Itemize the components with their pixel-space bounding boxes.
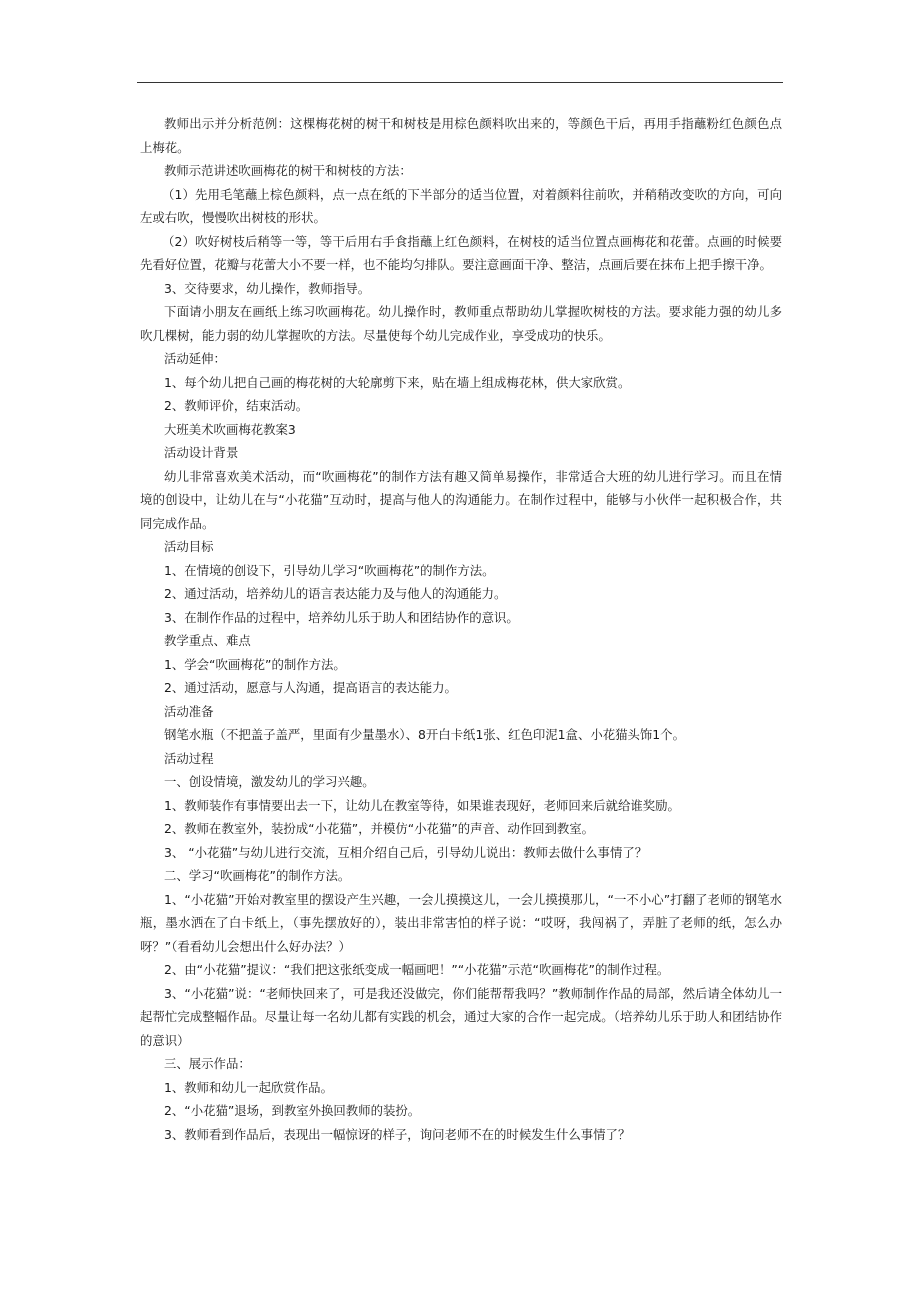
paragraph: 幼儿非常喜欢美术活动，而“吹画梅花”的制作方法有趣又简单易操作，非常适合大班的幼儿进行学习。而且在情境的创设中，让幼儿在与“小花猫”互动时，提高与他人的沟通能力。在制作过程中，能够与小伙伴一起积极合作，共同完成作品。 xyxy=(140,468,782,531)
paragraph: 活动设计背景 xyxy=(164,445,239,460)
paragraph: 1、教师和幼儿一起欣赏作品。 xyxy=(164,1079,333,1095)
paragraph: 1、在情境的创设下，引导幼儿学习“吹画梅花”的制作方法。 xyxy=(164,562,495,578)
header-rule xyxy=(137,82,783,83)
paragraph: 2、通过活动，培养幼儿的语言表达能力及与他人的沟通能力。 xyxy=(164,586,507,601)
paragraph: 3、 “小花猫”与幼儿进行交流，互相介绍自己后，引导幼儿说出：教师去做什么事情了？ xyxy=(164,844,648,860)
paragraph: 2、由“小花猫”提议：“我们把这张纸变成一幅画吧！”“小花猫”示范“吹画梅花”的制作过程。 xyxy=(164,962,670,977)
paragraph: 2、教师在教室外，装扮成“小花猫”，并模仿“小花猫”的声音、动作回到教室。 xyxy=(164,821,595,836)
paragraph: 1、教师装作有事情要出去一下，让幼儿在教室等待，如果谁表现好，老师回来后就给谁奖励。 xyxy=(164,797,680,813)
paragraph: 3、教师看到作品后，表现出一幅惊讶的样子，询问老师不在的时候发生什么事情了？ xyxy=(164,1126,631,1142)
paragraph: 活动目标 xyxy=(164,539,214,554)
paragraph: 3、交待要求，幼儿操作，教师指导。 xyxy=(164,280,371,296)
paragraph: 钢笔水瓶（不把盖子盖严，里面有少量墨水）、8开白卡纸1张、红色印泥1盒、小花猫头饰1个。 xyxy=(164,727,685,742)
paragraph: 2、“小花猫”退场，到教室外换回教师的装扮。 xyxy=(164,1103,421,1118)
paragraph: 3、在制作作品的过程中，培养幼儿乐于助人和团结协作的意识。 xyxy=(164,609,519,625)
document-body xyxy=(140,112,782,1146)
paragraph: 教师示范讲述吹画梅花的树干和树枝的方法： xyxy=(164,163,412,178)
paragraph: 2、教师评价，结束活动。 xyxy=(164,398,309,413)
paragraph: （2）吹好树枝后稍等一等，等干后用右手食指蘸上红色颜料，在树枝的适当位置点画梅花和花蕾。点画的时候要先看好位置，花瓣与花蕾大小不要一样，也不能均匀排队。要注意画面干净、整洁，点画后要在抹布上把手擦干净。 xyxy=(140,233,782,272)
paragraph: 活动过程 xyxy=(164,750,214,766)
paragraph: 三、展示作品： xyxy=(164,1056,251,1071)
paragraph: 大班美术吹画梅花教案3 xyxy=(164,421,296,437)
paragraph: 教师出示并分析范例：这棵梅花树的树干和树枝是用棕色颜料吹出来的，等颜色干后，再用手指蘸粉红色颜色点上梅花。 xyxy=(140,116,782,155)
paragraph: 活动延伸： xyxy=(164,351,226,366)
paragraph: 教学重点、难点 xyxy=(164,633,251,648)
paragraph: 2、通过活动，愿意与人沟通，提高语言的表达能力。 xyxy=(164,680,457,695)
paragraph: 1、每个幼儿把自己画的梅花树的大轮廓剪下来，贴在墙上组成梅花林，供大家欣赏。 xyxy=(164,374,631,390)
paragraph: 二、学习“吹画梅花”的制作方法。 xyxy=(164,868,351,883)
paragraph: 一、创设情境，激发幼儿的学习兴趣。 xyxy=(164,774,375,789)
paragraph: 活动准备 xyxy=(164,703,214,719)
paragraph: 1、“小花猫”开始对教室里的摆设产生兴趣，一会儿摸摸这儿，一会儿摸摸那儿，“一不小心”打翻了老师的钢笔水瓶，墨水洒在了白卡纸上，（事先摆放好的），装出非常害怕的样子说：“哎呀，我闯祸了，弄脏了老师的纸，怎么办呀？”（看看幼儿会想出什么好办法？） xyxy=(140,891,782,954)
paragraph: （1）先用毛笔蘸上棕色颜料，点一点在纸的下半部分的适当位置，对着颜料往前吹，并稍稍改变吹的方向，可向左或右吹，慢慢吹出树枝的形状。 xyxy=(140,186,782,225)
paragraph: 下面请小朋友在画纸上练习吹画梅花。幼儿操作时，教师重点帮助幼儿掌握吹树枝的方法。要求能力强的幼儿多吹几棵树，能力弱的幼儿掌握吹的方法。尽量使每个幼儿完成作业，享受成功的快乐。 xyxy=(140,304,782,343)
paragraph: 3、“小花猫”说：“老师快回来了，可是我还没做完，你们能帮帮我吗？”教师制作作品的局部，然后请全体幼儿一起帮忙完成整幅作品。尽量让每一名幼儿都有实践的机会，通过大家的合作一起完成。（培养幼儿乐于助人和团结协作的意识） xyxy=(140,985,782,1048)
paragraph: 1、学会“吹画梅花”的制作方法。 xyxy=(164,656,346,672)
